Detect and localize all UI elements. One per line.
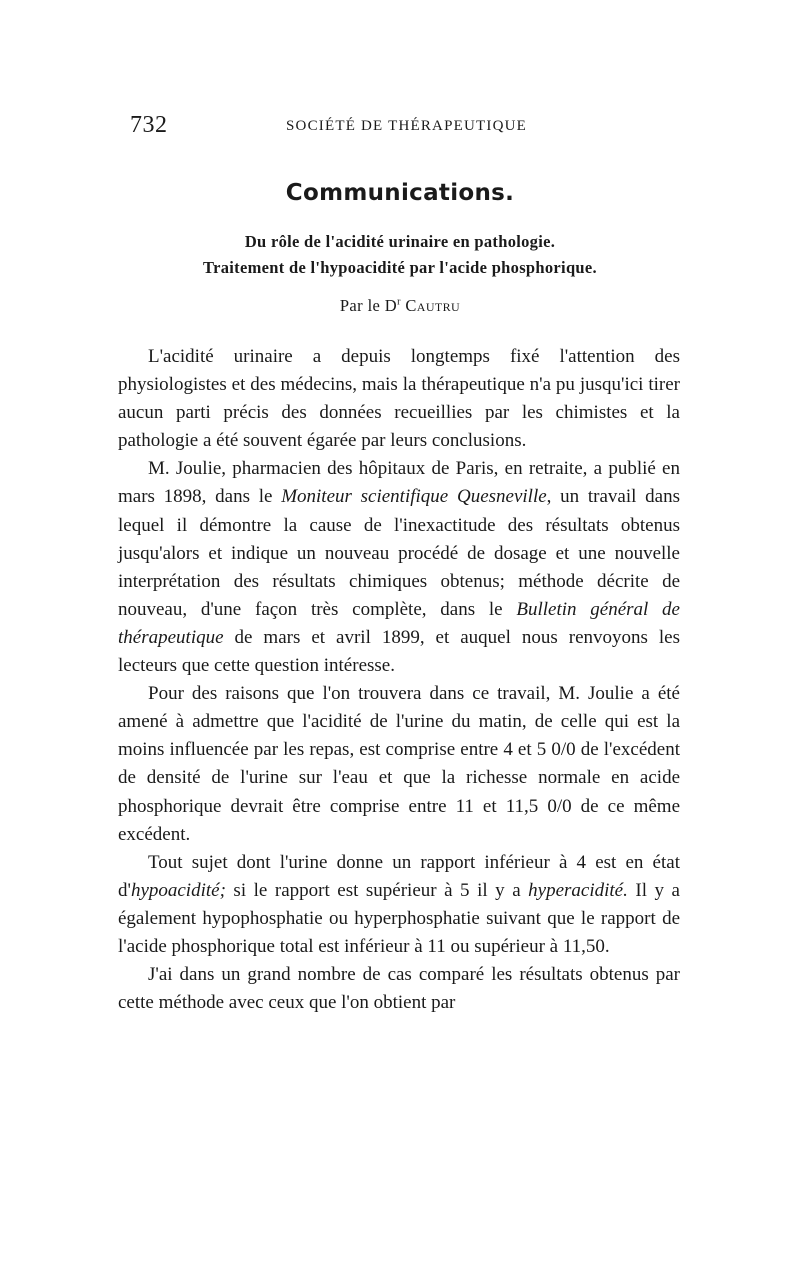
italic-text: Moniteur scientifique Quesneville (281, 486, 547, 508)
paragraph (118, 455, 680, 680)
paragraph-text: , un travail dans lequel il démontre la cause de l'inexactitude des résultats obtenus jusqu'alors et indique un nouveau procédé de dosage et une nouvelle interprétation des résultats chimiques obtenus; méthode décrite de nouveau, d'une façon très complète, dans le (118, 486, 680, 620)
byline-author: Cautru (405, 296, 461, 315)
paragraph-text: L'acidité urinaire a depuis longtemps fixé l'attention des physiologistes et des médecins, mais la thérapeutique n'a pu jusqu'ici tirer aucun parti précis des données recueillies par les chimistes et la pathologie a été souvent égarée par leurs conclusions. (118, 346, 680, 452)
paragraph (118, 680, 680, 849)
italic-text: Bulletin général de thérapeutique (118, 598, 680, 648)
byline-superscript: r (397, 296, 401, 308)
section-title: Communications. (285, 180, 515, 206)
paragraph-text: Il y a également hypophosphatie ou hyperphosphatie suivant que le rapport de l'acide phosphorique total est inférieur à 11 ou supérieur à 11,50. (118, 879, 680, 957)
paragraph-text: Pour des raisons que l'on trouvera dans ce travail, M. Joulie a été amené à admettre que l'acidité de l'urine du matin, de celle qui est la moins influencée par les repas, est comprise entre 4 et 5 0/0 de l'excédent de densité de l'urine sur l'eau et que la richesse normale en acide phosphorique devrait être comprise entre 11 et 11,5 0/0 de ce même excédent. (118, 683, 680, 845)
paragraph-text: J'ai dans un grand nombre de cas comparé les résultats obtenus par cette méthode avec ceux que l'on obtient par (118, 964, 680, 1014)
paragraph-text: de mars et avril 1899, et auquel nous renvoyons les lecteurs que cette question intéresse. (118, 626, 680, 677)
byline (0, 296, 800, 316)
byline-prefix: Par le D (339, 296, 398, 315)
paragraph-text: si le rapport est supérieur à 5 il y a (225, 879, 529, 901)
page-number: 732 (130, 112, 168, 138)
italic-text: hyperacidité. (528, 879, 628, 901)
running-head: SOCIÉTÉ DE THÉRAPEUTIQUE (286, 118, 528, 134)
article-title (0, 229, 800, 281)
paragraph (118, 849, 680, 961)
paragraph (118, 961, 680, 1017)
article-title-line-2: Traitement de l'hypoacidité par l'acide phosphorique. (203, 258, 597, 277)
body-text (118, 343, 680, 1017)
italic-text: hypoacidité; (130, 879, 226, 901)
article-title-line-1: Du rôle de l'acidité urinaire en pathologie. (244, 232, 556, 251)
paragraph-text: Tout sujet dont l'urine donne un rapport inférieur à 4 est en état d' (118, 851, 680, 901)
paragraph (118, 343, 680, 455)
page-header (130, 112, 678, 142)
paragraph-text: M. Joulie, pharmacien des hôpitaux de Paris, en retraite, a publié en mars 1898, dans le (118, 458, 680, 508)
